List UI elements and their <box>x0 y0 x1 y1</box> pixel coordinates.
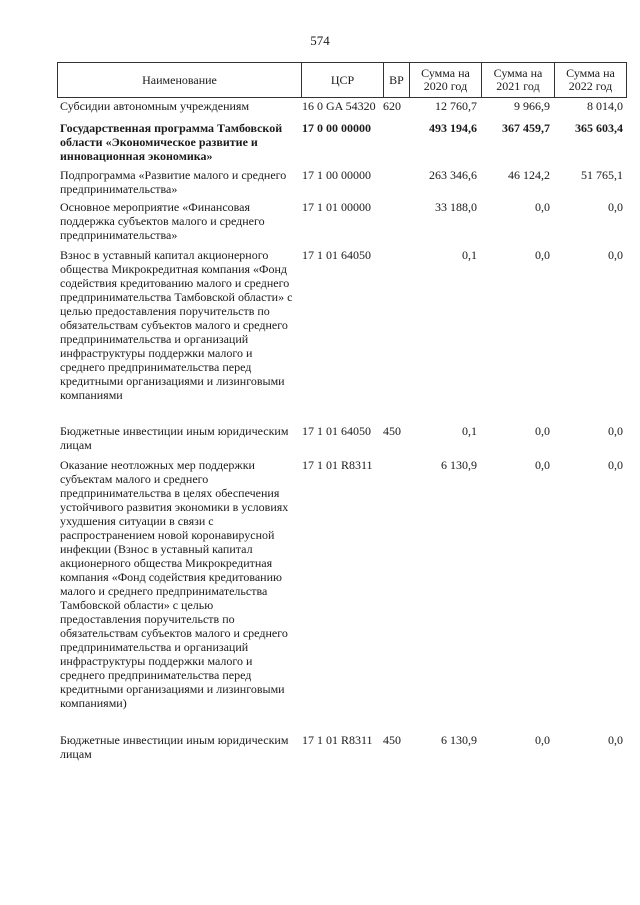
row-name: Субсидии автономным учреждениям <box>60 99 250 113</box>
row-sum-2022: 0,0 <box>608 458 623 472</box>
row-sum-2020: 0,1 <box>462 424 477 438</box>
row-csr: 17 0 00 00000 <box>302 121 371 135</box>
row-sum-2020: 12 760,7 <box>435 99 477 113</box>
row-sum-2021: 0,0 <box>535 733 550 747</box>
row-sum-2021: 0,0 <box>535 458 550 472</box>
row-sum-2021: 0,0 <box>535 248 550 262</box>
page-number: 574 <box>310 33 330 48</box>
row-name: Государственная программа Тамбовской области «Экономическое развитие и инновационная экономика» <box>60 121 283 163</box>
row-sum-2020: 33 188,0 <box>435 200 477 214</box>
row-vr: 450 <box>383 424 401 438</box>
row-sum-2021: 367 459,7 <box>502 121 550 135</box>
row-sum-2020: 0,1 <box>462 248 477 262</box>
row-sum-2021: 0,0 <box>535 200 550 214</box>
row-name: Подпрограмма «Развитие малого и среднего предпринимательства» <box>60 168 287 196</box>
row-csr: 17 1 00 00000 <box>302 168 371 182</box>
row-sum-2022: 0,0 <box>608 248 623 262</box>
row-sum-2021: 0,0 <box>535 424 550 438</box>
header-csr: ЦСР <box>301 63 383 97</box>
header-sum-2022: Сумма на 2022 год <box>554 63 626 97</box>
row-name: Бюджетные инвестиции иным юридическим лицам <box>60 733 289 761</box>
header-sum-2021: Сумма на 2021 год <box>481 63 554 97</box>
row-sum-2022: 0,0 <box>608 200 623 214</box>
row-sum-2020: 6 130,9 <box>441 733 477 747</box>
row-name: Основное мероприятие «Финансовая поддержка субъектов малого и среднего предпринимательства» <box>60 200 265 242</box>
row-name: Бюджетные инвестиции иным юридическим лицам <box>60 424 289 452</box>
row-csr: 17 1 01 R8311 <box>302 733 373 747</box>
row-sum-2020: 263 346,6 <box>429 168 477 182</box>
row-sum-2022: 51 765,1 <box>581 168 623 182</box>
row-sum-2022: 0,0 <box>608 424 623 438</box>
row-sum-2022: 365 603,4 <box>575 121 623 135</box>
row-sum-2020: 6 130,9 <box>441 458 477 472</box>
header-vr: ВР <box>383 63 409 97</box>
row-csr: 17 1 01 R8311 <box>302 458 373 472</box>
row-sum-2021: 9 966,9 <box>514 99 550 113</box>
row-sum-2021: 46 124,2 <box>508 168 550 182</box>
row-csr: 17 1 01 00000 <box>302 200 371 214</box>
row-sum-2022: 8 014,0 <box>587 99 623 113</box>
row-vr: 450 <box>383 733 401 747</box>
row-sum-2020: 493 194,6 <box>429 121 477 135</box>
row-csr: 17 1 01 64050 <box>302 248 371 262</box>
row-csr: 17 1 01 64050 <box>302 424 371 438</box>
row-csr: 16 0 GA 54320 <box>302 99 376 113</box>
table-header <box>57 62 627 98</box>
header-sum-2020: Сумма на 2020 год <box>409 63 481 97</box>
row-name: Оказание неотложных мер поддержки субъектам малого и среднего предпринимательства в целях обеспечения устойчивого развития экономики в условиях ухудшения ситуации в связи с распространением новой коронавирусной инфекции (Взнос в уставный капитал акционерного общества Микрокредитная компания «Фонд содействия кредитованию малого и среднего предпринимательства Тамбовской области» с целью предоставления поручительств по обязательствам субъектов малого и среднего предпринимательства и организаций инфраструктуры поддержки малого и среднего предпринимательства перед кредитными организациями и лизинговыми компаниями) <box>60 458 289 710</box>
row-sum-2022: 0,0 <box>608 733 623 747</box>
row-vr: 620 <box>383 99 401 113</box>
row-name: Взнос в уставный капитал акционерного общества Микрокредитная компания «Фонд содействия кредитованию малого и среднего предпринимательства Тамбовской области» с целью предоставления поручительств по обязательствам субъектов малого и среднего предпринимательства и организаций инфраструктуры поддержки малого и среднего предпринимательства перед кредитными организациями и лизинговыми компаниями <box>60 248 293 402</box>
header-name: Наименование <box>142 72 217 87</box>
